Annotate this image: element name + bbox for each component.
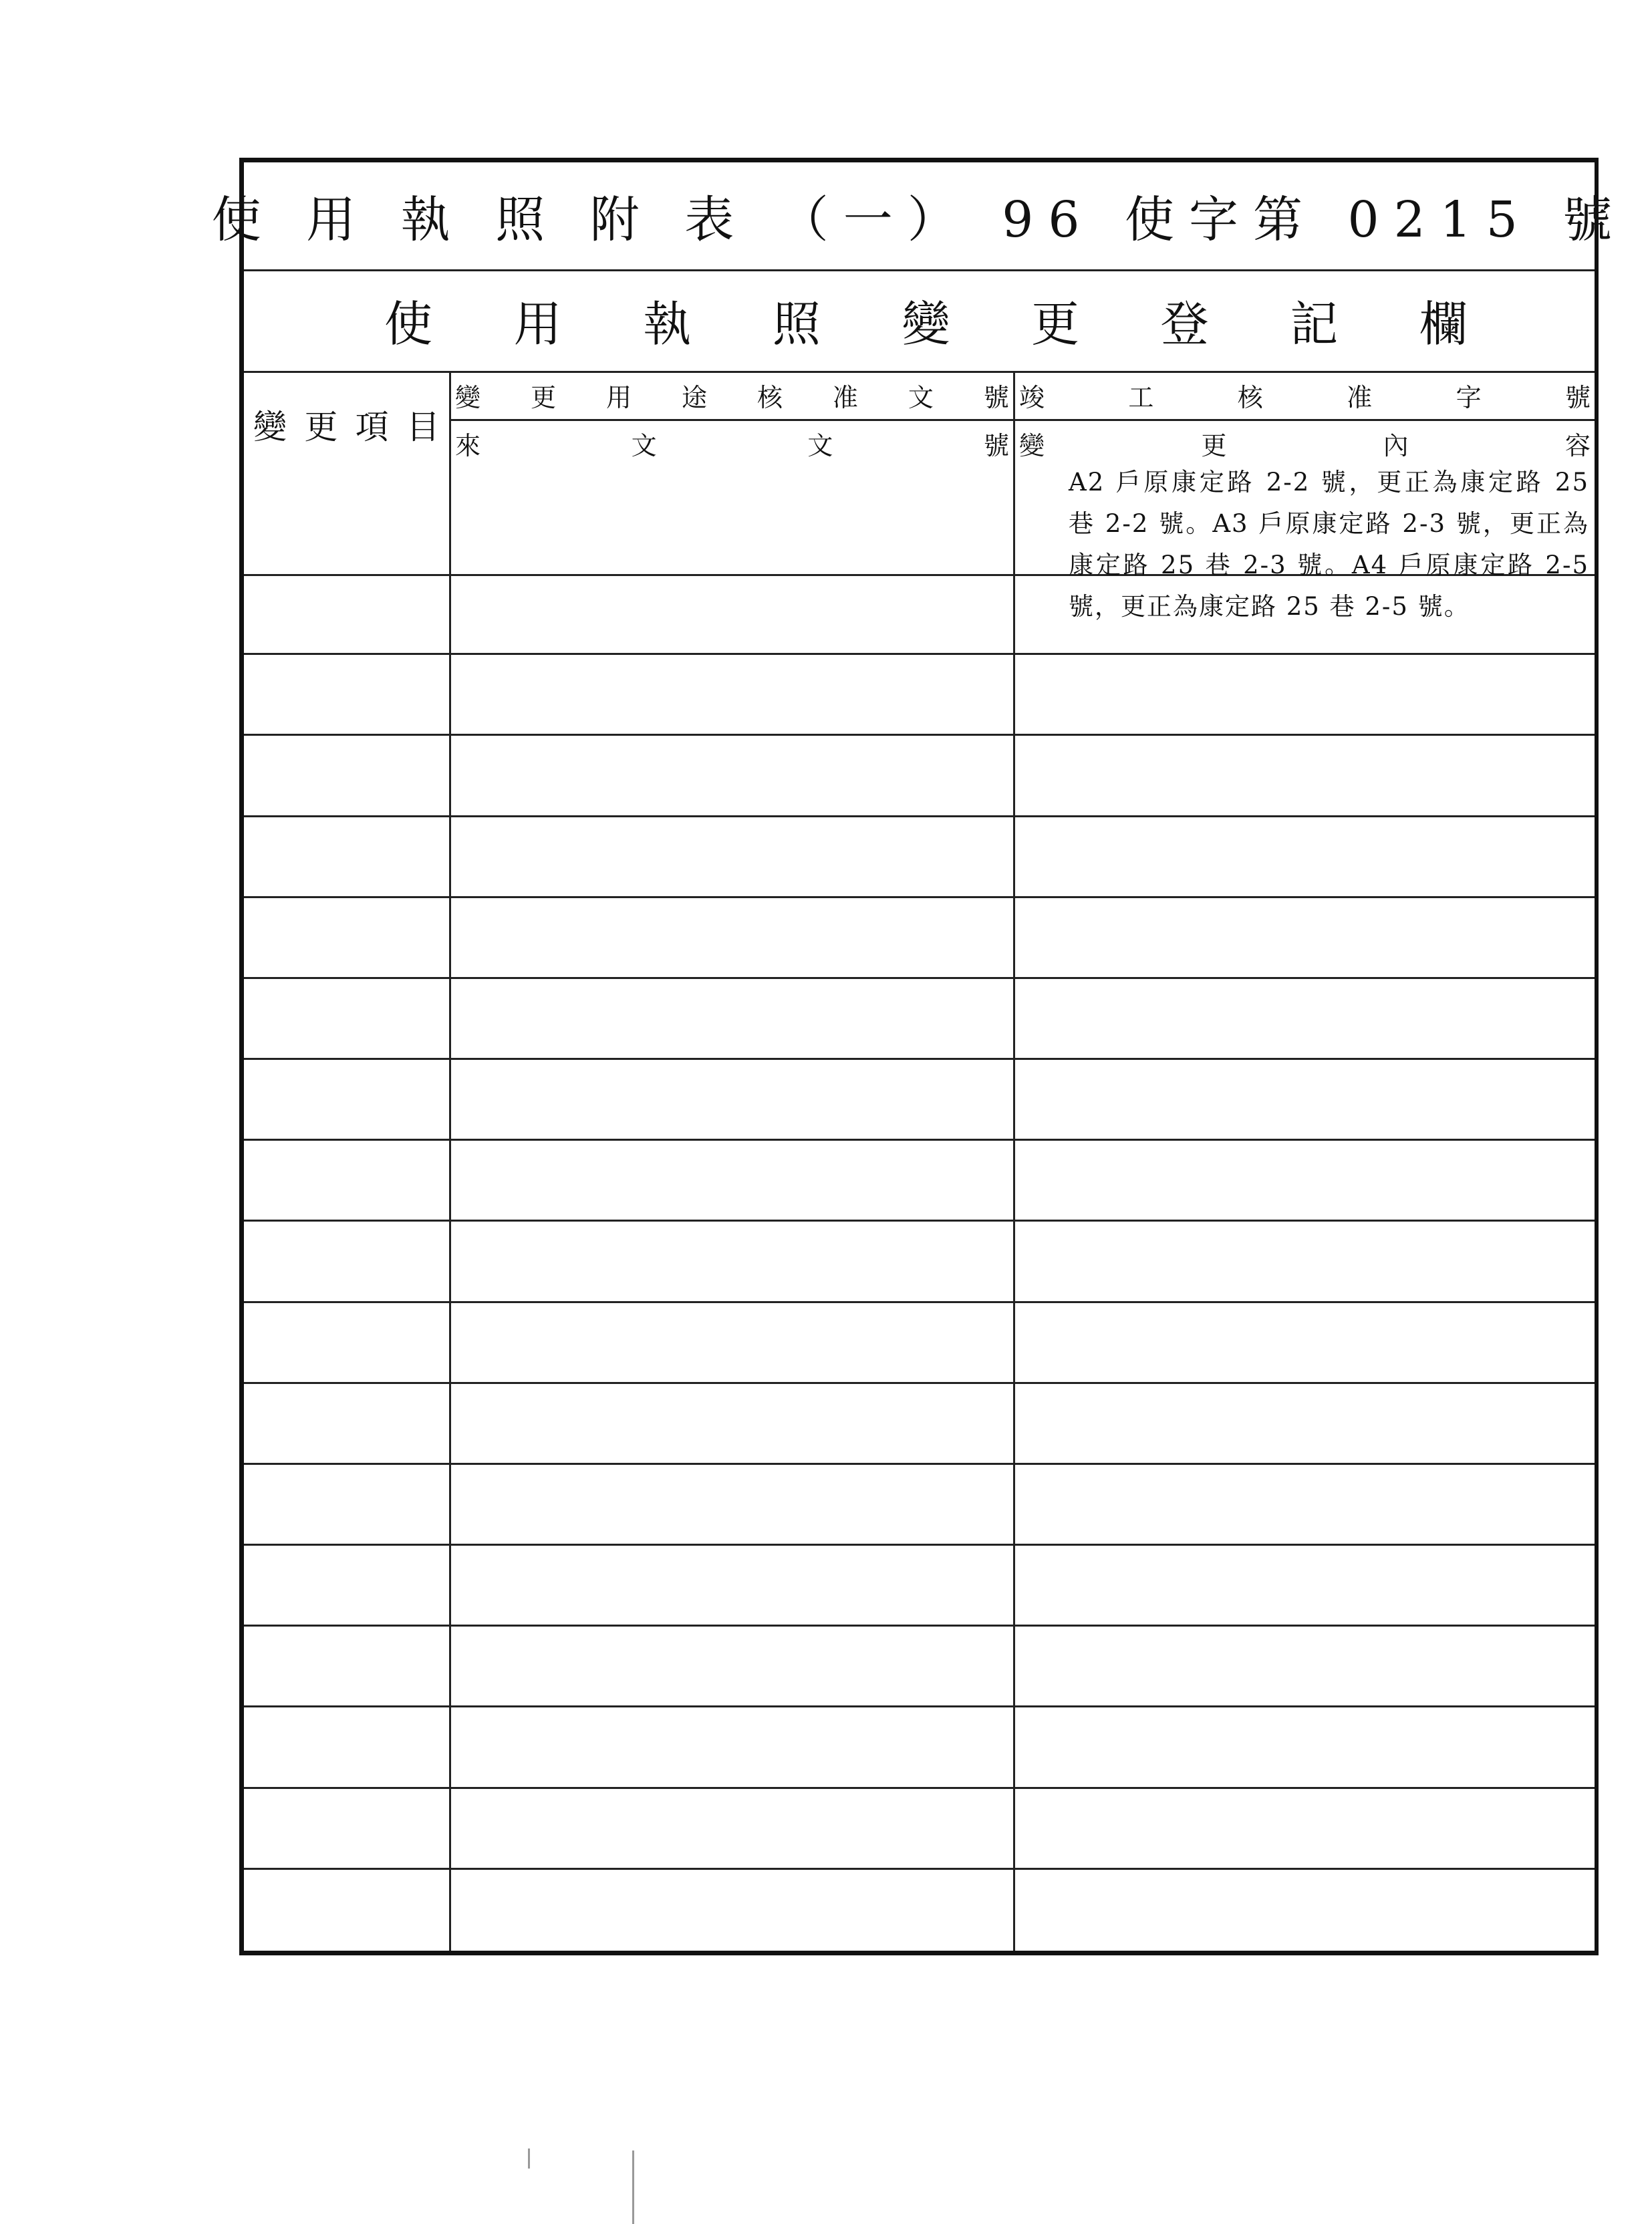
change-content-cell: [1015, 1222, 1595, 1300]
approval-doc-cell: [451, 1141, 1015, 1220]
approval-doc-cell: [451, 1789, 1015, 1868]
completion-approval-no-header: [1015, 371, 1595, 421]
subtitle-char: 欄: [1419, 296, 1468, 352]
change-content-cell: [1015, 1384, 1595, 1463]
approval-doc-column-header: [451, 371, 1015, 574]
table-row: [244, 1303, 1595, 1384]
change-content-cell: [1015, 1060, 1595, 1139]
table-row: [244, 736, 1595, 817]
approval-doc-cell: [451, 1546, 1015, 1625]
label-char: 更: [530, 382, 556, 412]
subtitle-char: 記: [1290, 296, 1339, 352]
change-item-cell: [244, 1789, 451, 1868]
label-char: 目: [406, 408, 440, 446]
change-item-cell: [244, 655, 451, 734]
label-char: 途: [681, 382, 707, 412]
table-row: [244, 574, 1595, 655]
subtitle-char: 用: [513, 296, 562, 352]
form-title-row: [211, 162, 1627, 271]
approval-doc-cell: [451, 1465, 1015, 1544]
change-item-cell: [244, 1303, 451, 1382]
change-item-label: [253, 400, 440, 448]
change-content-cell: [1015, 1465, 1595, 1544]
change-item-cell: [244, 1384, 451, 1463]
change-item-cell: [244, 736, 451, 815]
incoming-doc-no-label: [455, 419, 1009, 467]
approval-doc-cell: [451, 1627, 1015, 1705]
approval-doc-cell: [451, 1060, 1015, 1139]
label-char: 核: [756, 382, 783, 412]
label-char: 容: [1564, 430, 1591, 460]
table-row: [244, 1789, 1595, 1870]
table-row: [244, 979, 1595, 1060]
label-char: 項: [355, 408, 389, 446]
approval-doc-cell: [451, 979, 1015, 1058]
label-char: 內: [1383, 430, 1409, 460]
label-char: 文: [908, 382, 934, 412]
change-content-cell: [1015, 979, 1595, 1058]
table-row: [244, 1384, 1595, 1465]
label-char: 變: [253, 408, 287, 446]
label-char: 文: [631, 430, 657, 460]
approval-doc-cell: [451, 817, 1015, 896]
label-char: 核: [1237, 382, 1263, 412]
approval-doc-cell: [451, 736, 1015, 815]
change-content-cell: [1015, 574, 1595, 653]
change-item-cell: [244, 1627, 451, 1705]
change-content-header: [1015, 419, 1595, 467]
label-char: 號: [983, 382, 1009, 412]
label-char: 字: [1456, 382, 1482, 412]
table-row: [244, 655, 1595, 736]
subtitle-char: 更: [1031, 296, 1080, 352]
table-row: [244, 1465, 1595, 1546]
form-subtitle-row: [244, 269, 1595, 373]
change-item-cell: [244, 898, 451, 977]
label-char: 文: [807, 430, 833, 460]
label-char: 准: [1347, 382, 1373, 412]
form-title: 使 用 執 照 附 表 （一） 96 使字第 0215 號: [211, 191, 1627, 249]
subtitle-char: 使: [384, 296, 433, 352]
table-row: [244, 817, 1595, 898]
label-char: 號: [1564, 382, 1591, 412]
change-item-cell: [244, 817, 451, 896]
change-content-cell: [1015, 1870, 1595, 1951]
change-content-label: [1019, 419, 1591, 467]
label-char: 竣: [1019, 382, 1045, 412]
change-content-cell: [1015, 1141, 1595, 1220]
change-content-cell: [1015, 1707, 1595, 1786]
approval-doc-cell: [451, 1384, 1015, 1463]
label-char: 變: [455, 382, 481, 412]
label-char: 號: [983, 430, 1009, 460]
subtitle-char: 照: [772, 296, 821, 352]
approval-doc-cell: [451, 1222, 1015, 1300]
table-row: [244, 1060, 1595, 1141]
form-subtitle: [384, 269, 1468, 371]
change-content-cell: [1015, 1303, 1595, 1382]
change-content-cell: [1015, 898, 1595, 977]
change-content-cell: [1015, 1546, 1595, 1625]
change-item-cell: [244, 1546, 451, 1625]
table-row: [244, 1627, 1595, 1707]
change-content-cell: [1015, 817, 1595, 896]
subtitle-char: 登: [1160, 296, 1209, 352]
label-char: 來: [455, 430, 481, 460]
change-item-cell: [244, 1870, 451, 1951]
label-char: 更: [1201, 430, 1227, 460]
change-content-text: A2 戶原康定路 2-2 號，更正為康定路 25 巷 2-2 號。A3 戶原康定路 2-3 號，更正為康定路 25 巷 2-3 號。A4 戶原康定路 2-5 號，更正為康定路 25 巷 2-5 號。: [1069, 468, 1589, 621]
table-header: [244, 371, 1595, 621]
use-change-approval-no-label: [455, 371, 1009, 419]
label-char: 工: [1128, 382, 1154, 412]
change-content-cell: [1015, 1789, 1595, 1868]
change-item-cell: [244, 1465, 451, 1544]
table-row: [244, 1222, 1595, 1302]
license-form: [211, 158, 1627, 1955]
change-content-cell: [1015, 736, 1595, 815]
change-item-column-header: [244, 371, 451, 574]
change-item-cell: [244, 574, 451, 653]
change-content-cell: [1015, 1627, 1595, 1705]
table-row: [244, 1870, 1595, 1951]
label-char: 准: [832, 382, 858, 412]
change-item-cell: [244, 1707, 451, 1786]
table-row: [244, 1141, 1595, 1222]
use-change-approval-no-header: [451, 371, 1013, 421]
approval-doc-cell: [451, 1707, 1015, 1786]
approval-doc-cell: [451, 655, 1015, 734]
incoming-doc-no-header: [451, 419, 1013, 467]
scan-artifact: [632, 2150, 634, 2224]
label-char: 用: [605, 382, 632, 412]
subtitle-char: 執: [643, 296, 692, 352]
approval-doc-cell: [451, 1870, 1015, 1951]
change-content-cell: [1015, 655, 1595, 734]
change-item-cell: [244, 979, 451, 1058]
label-char: 更: [304, 408, 338, 446]
change-content-column-header: [1015, 371, 1595, 621]
table-row: [244, 1546, 1595, 1627]
change-item-cell: [244, 1222, 451, 1300]
approval-doc-cell: [451, 574, 1015, 653]
label-char: 變: [1019, 430, 1045, 460]
change-item-cell: [244, 1060, 451, 1139]
table-row: [244, 1707, 1595, 1788]
completion-approval-no-label: [1019, 371, 1591, 419]
subtitle-char: 變: [902, 296, 950, 352]
change-item-cell: [244, 1141, 451, 1220]
approval-doc-cell: [451, 1303, 1015, 1382]
approval-doc-cell: [451, 898, 1015, 977]
scan-artifact: [528, 2148, 530, 2169]
table-row: [244, 898, 1595, 979]
table-body: [244, 574, 1595, 1951]
